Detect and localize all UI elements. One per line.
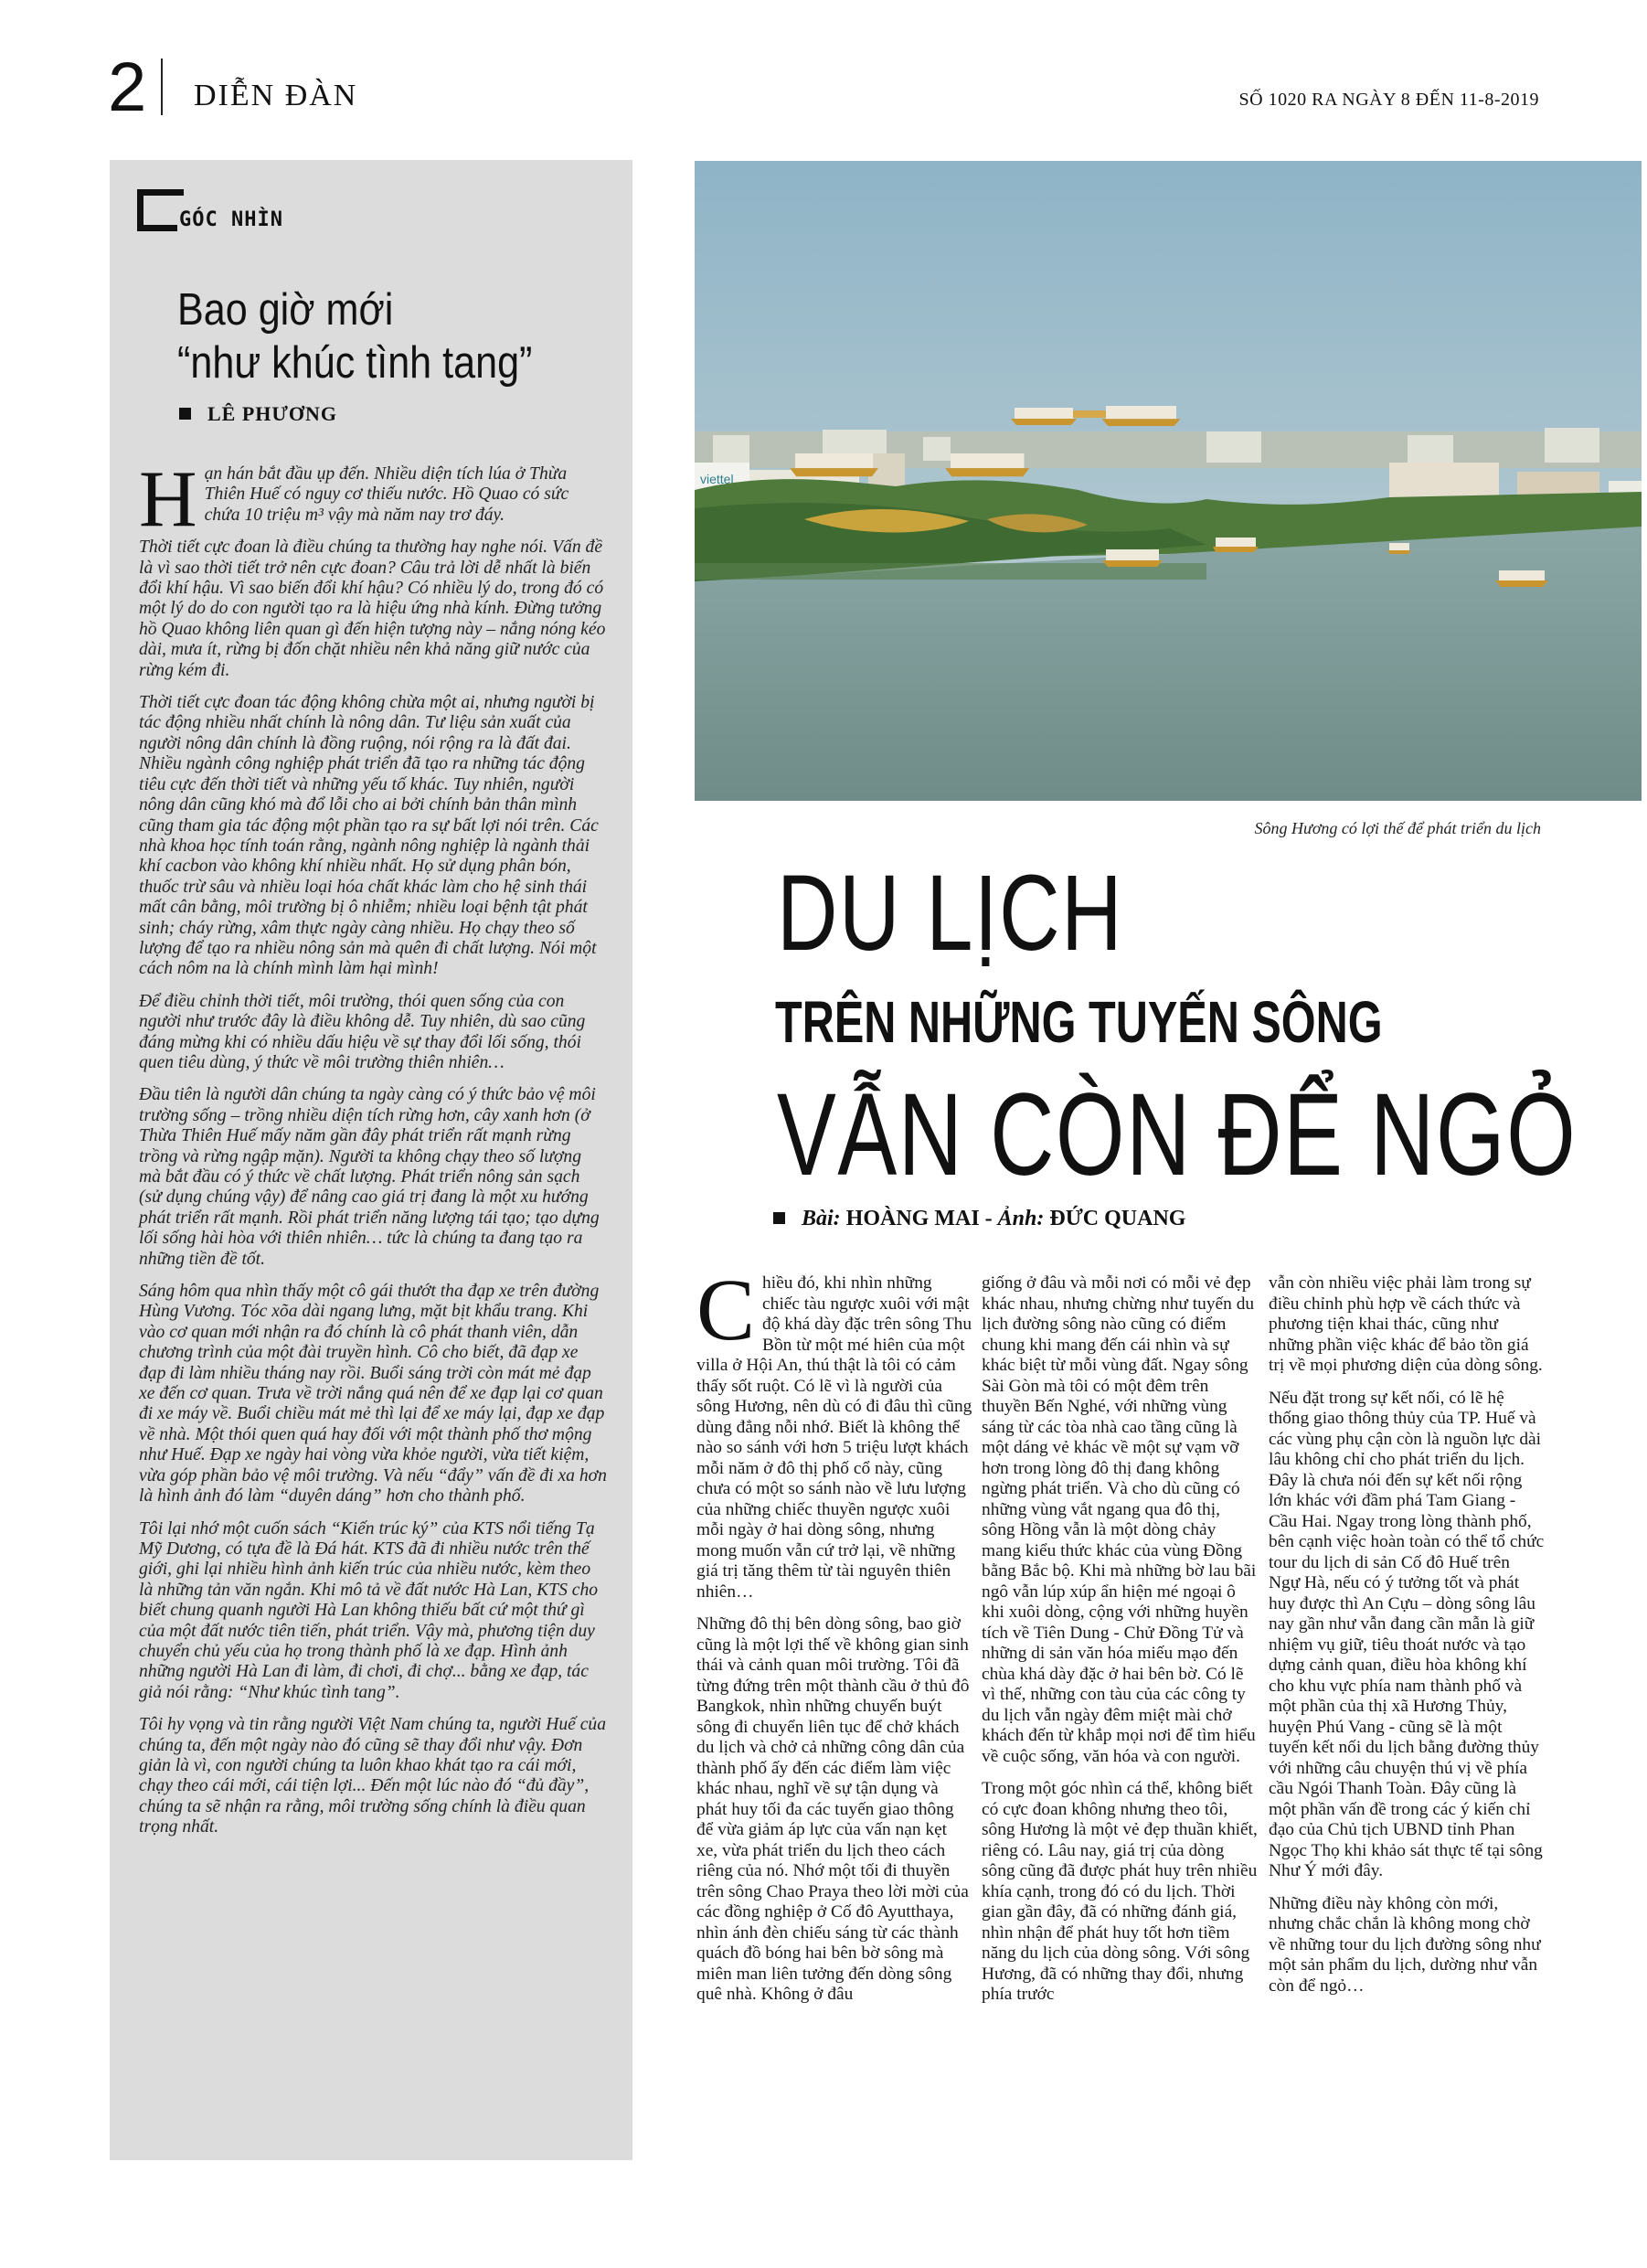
sidebar-paragraph: Đầu tiên là người dân chúng ta ngày càng có ý thức bảo vệ môi trường sống – trồng nhiều diện tích rừng hơn, cây xanh hơn (ở Thừa Thiên Huế mấy năm gần đây phát triển rất mạnh rừng trồng và rừng ngập mặn). Người ta không chạy theo số lượng mà bắt đầu có ý thức về chất lượng. Phát triển nông sản sạch (sử dụng chúng vậy) để nâng cao giá trị đang là một xu hướng phát triển rất mạnh. Rồi phát triển năng lượng tái tạo; tạo dựng lối sống hài hòa với thiên nhiên… tức là chúng ta đang tạo ra những tiền đề tốt.	[139, 1085, 600, 1269]
article-paragraph-text: hiều đó, khi nhìn những chiếc tàu ngược xuôi với mật độ khá dày đặc trên sông Thu Bồn từ một mé hiên của một villa ở Hội An, thú thật là tôi có cảm thấy sốt ruột. Có lẽ vì là người của sông Hương, nên dù có đi đâu thì cũng dùng đẳng nỗi nhớ. Biết là không thể nào so sánh với hơn 5 triệu lượt khách mỗi năm ở đô thị phố cổ này, cũng chưa có một so sánh nào về lưu lượng của những chiếc thuyền ngược xuôi mỗi ngày ở hai dòng sông, nhưng mong muốn vẫn cứ trở lại, về những giá trị tăng thêm từ tài nguyên thiên nhiên…	[696, 1273, 972, 1602]
article-paragraph: Nếu đặt trong sự kết nối, có lẽ hệ thống giao thông thủy của TP. Huế và các vùng phụ cận còn là nguồn lực dài lâu không chỉ cho phát triển du lịch. Đây là chưa nói đến sự kết nối rộng lớn khác với đầm phá Tam Giang - Cầu Hai. Ngay trong lòng thành phố, bên cạnh việc hoàn toàn có thể tổ chức tour du lịch di sản Cố đô Huế trên Ngự Hà, nếu có ý tưởng tốt và phát huy được thì An Cựu – dòng sông lâu nay gần như vẫn đang cần mẫn là giữ nhiệm vụ giữ, tiêu thoát nước và tạo dựng cảnh quan, điều hòa không khí cho khu vực phía nam thành phố và một phần của thị xã Hương Thủy, huyện Phú Vang - cũng sẽ là một tuyến kết nối du lịch bằng đường thủy với những câu chuyện thú vị về phía cầu Ngói Thanh Toàn. Đây cũng là một phần vấn đề trong các ý kiến chỉ đạo của Chủ tịch UBND tỉnh Phan Ngọc Thọ khi khảo sát thực tế tại sông Như Ý mới đây.	[1269, 1388, 1545, 1880]
article-paragraph	[696, 1261, 972, 1603]
sidebar-kicker: GÓC NHÌN	[179, 208, 283, 231]
article-paragraph: giống ở đâu và mỗi nơi có mỗi vẻ đẹp khác nhau, nhưng chừng như tuyến du lịch đường sông nào cũng có điểm chung khi mang đến cái nhìn và sự khác biệt từ mỗi vùng đất. Ngay sông Sài Gòn mà tôi có một đêm trên thuyền Bến Nghé, với những vùng sáng từ các tòa nhà cao tầng cũng là một dáng vẻ khác về một sự vạm vỡ hơn trong lòng đô thị đang không ngừng phát triển. Và cho dù cũng có những vùng vắt ngang qua đô thị, sông Hồng vẫn là một dòng chảy mang kiểu thức khác của vùng Đồng bằng Bắc bộ. Khi mà những bờ lau bãi ngô vẫn lúp xúp ẩn hiện mé ngoại ô khi xuôi dòng, cộng với những huyền tích về Tiên Dung - Chử Đồng Tử và những di sản văn hóa miếu mạo đến chùa khá dày đặc ở hai bên bờ. Có lẽ vì thế, những con tàu của các công ty du lịch vẫn ngày đêm miệt mài chở khách đến từ khắp mọi nơi để tìm hiểu về cuộc sống, văn hóa và con người.	[982, 1273, 1257, 1766]
sidebar-paragraph: Tôi hy vọng và tin rằng người Việt Nam chúng ta, người Huế của chúng ta, đến một ngày nào đó cũng sẽ thay đổi như vậy. Đơn giản là vì, con người chúng ta luôn khao khát tạo ra cái mới, chạy theo cái mới, cái tiện lợi... Đến một lúc nào đó “đủ đầy”, chúng ta sẽ nhận ra rằng, môi trường sống chính là điều quan trọng nhất.	[139, 1715, 607, 1837]
article-credit	[773, 1207, 1185, 1231]
article-dropcap: C	[696, 1261, 756, 1358]
sidebar-author: LÊ PHƯƠNG	[207, 402, 338, 425]
header-divider	[161, 59, 163, 115]
article-column-2	[982, 1273, 1258, 2018]
issue-info: SỐ 1020 RA NGÀY 8 ĐẾN 11-8-2019	[1238, 90, 1539, 110]
sidebar-dropcap: H	[139, 455, 197, 544]
photo-caption: Sông Hương có lợi thế để phát triển du lịch	[1254, 819, 1541, 837]
sidebar-paragraph: Để điều chỉnh thời tiết, môi trường, thói quen sống của con người như trước đây là điều không dễ. Tuy nhiên, dù sao cũng đáng mừng khi có nhiều dấu hiệu về sự thay đổi lối sống, thói quen tiêu dùng, ý thức về môi trường thiên nhiên…	[139, 991, 586, 1072]
headline-line3: VẪN CÒN ĐỂ NGỎ	[777, 1070, 1578, 1200]
kicker-bracket-icon	[137, 189, 177, 231]
credit-photographer: ĐỨC QUANG	[1049, 1207, 1186, 1230]
billboard-text: viettel	[700, 472, 734, 486]
section-name: DIỄN ĐÀN	[194, 79, 358, 112]
bullet-square-icon	[773, 1212, 785, 1224]
article-paragraph: vẫn còn nhiều việc phải làm trong sự điều chỉnh phù hợp về cách thức và phương tiện khai thác, cũng như những phần việc khác để bảo tồn giá trị về mọi phương diện của dòng sông.	[1269, 1273, 1543, 1375]
sidebar-title	[177, 283, 563, 389]
credit-author: HOÀNG MAI	[845, 1207, 980, 1230]
sidebar-paragraph-text: ạn hán bắt đầu ụp đến. Nhiều diện tích lúa ở Thừa Thiên Huế có nguy cơ thiếu nước. Hồ Quao có sức chứa 10 triệu m³ vậy mà năm nay trơ đáy.	[204, 464, 569, 525]
credit-text-label: Bài:	[802, 1207, 841, 1230]
article-paragraph: Trong một góc nhìn cá thể, không biết có cực đoan không nhưng theo tôi, sông Hương là một vẻ đẹp thuần khiết, riêng có. Lâu nay, giá trị của dòng sông cũng đã được phát huy trên nhiều khía cạnh, trong đó có du lịch. Thời gian gần đây, đã có những đánh giá, nhìn nhận để phát huy tốt hơn tiềm năng du lịch của dòng sông. Với sông Hương, đã có những thay đổi, nhưng phía trước	[982, 1779, 1258, 2004]
article-column-1	[696, 1261, 972, 2018]
sidebar-paragraph: Sáng hôm qua nhìn thấy một cô gái thướt tha đạp xe trên đường Hùng Vương. Tóc xõa dài ngang lưng, mặt bịt khẩu trang. Khi vào cơ quan mới nhận ra đó chính là cô phát thanh viên, dẫn chương trình của một đài truyền hình. Cô cho biết, đã đạp xe đạp đi làm nhiều tháng nay rồi. Buổi sáng trời còn mát mẻ đạp xe đến cơ quan. Trưa về trời nắng quá nên để xe đạp lại cơ quan đi xe máy về. Buổi chiều mát mẻ thì lại để xe máy lại, đạp xe đạp về nhà. Một thói quen quá hay đối với một thành phố thơ mộng như Huế. Đạp xe ngày hai vòng vừa khỏe người, vừa tiết kiệm, vừa góp phần bảo vệ môi trường. Và nếu “đẩy” vấn đề đi xa hơn là hình ảnh đó làm “duyên dáng” hơn cho thành phố.	[139, 1282, 607, 1507]
river-photo-illustration	[695, 161, 1642, 801]
bullet-square-icon	[179, 408, 191, 420]
article-paragraph: Những đô thị bên dòng sông, bao giờ cũng là một lợi thế về không gian sinh thái và cảnh quan môi trường. Tôi đã từng đứng trên một thành cầu ở thủ đô Bangkok, nhìn những chuyến buýt sông đi chuyển liên tục để chở khách du lịch và chở cả những công dân của thành phố ấy đến các điểm làm việc khác nhau, nghĩ về sự tận dụng và phát huy tối đa các tuyến giao thông để vừa giảm áp lực của vấn nạn kẹt xe, vừa phát triển du lịch theo cách riêng của nó. Nhớ một tối đi thuyền trên sông Chao Praya theo lời mời của các đồng nghiệp ở Cố đô Ayutthaya, nhìn ánh đèn chiếu sáng từ các thành quách đồ bóng hai bên bờ sông mà miên man liên tưởng đến dòng sông quê nhà. Không ở đâu	[696, 1614, 970, 2004]
headline-line2: TRÊN NHỮNG TUYẾN SÔNG	[775, 989, 1383, 1055]
credit-photo-label: Ảnh:	[997, 1207, 1045, 1230]
sidebar-paragraph: Thời tiết cực đoan tác động không chừa một ai, nhưng người bị tác động nhiều nhất chính là nông dân. Tư liệu sản xuất của người nông dân chính là đồng ruộng, nói rộng ra là đất đai. Nhiều ngành công nghiệp phát triển đã tạo ra những tác động tiêu cực đến thời tiết và những yếu tố khác. Tuy nhiên, người nông dân cũng khó mà đổ lỗi cho ai bởi chính bản thân mình cũng tham gia tác động một phần tạo ra sự bất lợi nói trên. Các nhà khoa học tính toán rằng, ngành nông nghiệp là ngành thải khí cacbon vào không khí nhiều nhất. Họ sử dụng phân bón, thuốc trừ sâu và nhiều loại hóa chất khác làm cho hệ sinh thái mất cân bằng, môi trường bị ô nhiễm; nhiều loại bệnh tật phát sinh; cháy rừng, xâm thực ngày càng nhiều. Họ chạy theo số lượng để tạo ra nhiều nông sản mà quên đi chất lượng. Nói một cách nôm na là chính mình làm hại mình!	[139, 693, 599, 979]
sidebar-paragraph	[139, 455, 607, 544]
page-number: 2	[108, 48, 147, 126]
river-photo	[695, 161, 1642, 801]
article-paragraph: Những điều này không còn mới, nhưng chắc chắn là không mong chờ về những tour du lịch đường sông như một sản phẩm du lịch, dường như vẫn còn để ngỏ…	[1269, 1893, 1541, 1996]
sidebar-body	[139, 455, 607, 1850]
sidebar-title-line2: “như khúc tình tang”	[177, 338, 533, 388]
credit-separator: -	[984, 1207, 993, 1230]
sidebar-paragraph: Tôi lại nhớ một cuốn sách “Kiến trúc ký” của KTS nổi tiếng Tạ Mỹ Dương, có tựa đề là Đá hát. KTS đã đi nhiều nước trên thế giới, ghi lại nhiều hình ảnh kiến trúc của nhiều nước, kèm theo là những tản văn ngắn. Khi mô tả về đất nước Hà Lan, KTS cho biết chung quanh người Hà Lan không thiếu bất cứ một thứ gì của một đất nước tiên tiến, phát triển. Vậy mà, phương tiện duy chuyển chủ yếu của họ trong thành phố là xe đạp. Hình ảnh những người Hà Lan đi làm, đi chơi, đi chợ... bằng xe đạp, tác giả nói rằng: “Như khúc tình tang”.	[139, 1518, 599, 1702]
sidebar-byline	[179, 402, 337, 426]
headline-line1: DU LỊCH	[777, 853, 1124, 974]
article-column-3	[1269, 1273, 1545, 2008]
sidebar-title-line1: Bao giờ mới	[177, 285, 394, 335]
sidebar-paragraph: Thời tiết cực đoan là điều chúng ta thường hay nghe nói. Vấn đề là vì sao thời tiết trở nên cực đoan? Câu trả lời dễ nhất là biến đổi khí hậu. Vì sao biến đổi khí hậu? Có nhiều lý do, trong đó có một lý do do con người tạo ra là hiệu ứng nhà kính. Đừng tưởng hồ Quao không liên quan gì đến hiện tượng này – nắng nóng kéo dài, mưa ít, rừng bị đốn chặt nhiều nên khả năng giữ nước của rừng kém đi.	[139, 538, 606, 680]
